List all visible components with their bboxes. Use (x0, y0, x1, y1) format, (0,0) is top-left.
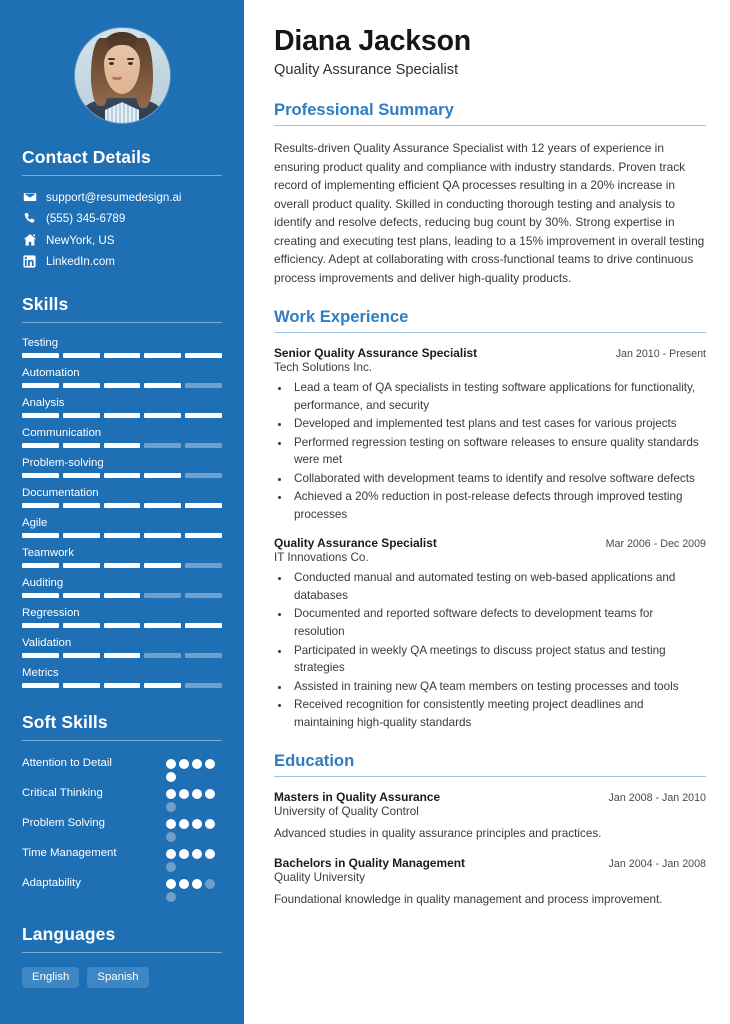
contact-value: NewYork, US (46, 233, 115, 247)
rating-dot (166, 759, 176, 769)
language-tag[interactable]: Spanish (87, 967, 148, 988)
divider (22, 175, 222, 176)
skill-bar-segment (104, 623, 141, 628)
skill-item (22, 487, 222, 508)
divider (274, 125, 706, 126)
divider (22, 952, 222, 953)
soft-skill-rating (166, 815, 222, 842)
skill-label: Documentation (22, 487, 99, 499)
list-item: • Assisted in training new QA team members on testing processes and tools (291, 678, 706, 696)
soft-skills-list (22, 755, 222, 902)
language-tag-list (22, 967, 222, 988)
entry-header (274, 790, 706, 804)
soft-skill-item (22, 845, 222, 872)
main-content (252, 0, 730, 1024)
education-list (274, 790, 706, 908)
skill-bar-segment (144, 683, 181, 688)
entry-header (274, 346, 706, 360)
degree-title: Bachelors in Quality Management (274, 855, 465, 870)
languages-heading: Languages (22, 924, 116, 944)
list-item: • Developed and implemented test plans and test cases for various projects (291, 415, 706, 433)
list-item: • Received recognition for consistently meeting project deadlines and maintaining high-quality standards (291, 696, 706, 731)
skill-bar-segment (185, 473, 222, 478)
skill-label: Automation (22, 367, 80, 379)
entry-organization: Tech Solutions Inc. (274, 360, 373, 374)
contact-value: LinkedIn.com (46, 255, 115, 268)
soft-skill-label: Time Management (22, 847, 117, 859)
divider (22, 322, 222, 323)
list-item: • Conducted manual and automated testing on web-based applications and databases (291, 569, 706, 604)
divider (274, 776, 706, 777)
list-item: • Documented and reported software defects to development teams for resolution (291, 605, 706, 640)
rating-dot (179, 789, 189, 799)
skill-item (22, 667, 222, 688)
contact-row[interactable] (22, 212, 222, 225)
skill-bar-segment (185, 413, 222, 418)
entry-bullet-list (291, 379, 706, 523)
language-tag[interactable]: English (22, 967, 79, 988)
rating-dot (205, 789, 215, 799)
skill-bar-segment (22, 593, 59, 598)
contact-row[interactable] (22, 190, 222, 204)
skill-bar-segment (22, 473, 59, 478)
skill-label: Auditing (22, 577, 64, 589)
soft-skill-rating (166, 785, 222, 812)
rating-dot (179, 759, 189, 769)
skill-item (22, 547, 222, 568)
skill-bar-segment (63, 683, 100, 688)
skill-level-bar (22, 623, 222, 628)
rating-dot (166, 802, 176, 812)
skill-bar-segment (63, 473, 100, 478)
rating-dot (166, 862, 176, 872)
skill-bar-segment (144, 623, 181, 628)
rating-dot (192, 759, 202, 769)
skill-item (22, 337, 222, 358)
skill-bar-segment (63, 383, 100, 388)
entry-header (274, 536, 706, 550)
skill-bar-segment (144, 443, 181, 448)
professional-summary-section (274, 100, 706, 287)
entry-date: Mar 2006 - Dec 2009 (605, 538, 706, 551)
contact-details-section (0, 147, 244, 268)
skill-bar-segment (104, 383, 141, 388)
languages-section (0, 924, 244, 988)
page-title: Diana Jackson (274, 25, 471, 57)
contact-value: (555) 345-6789 (46, 212, 126, 225)
divider (22, 740, 222, 741)
skill-bar-segment (22, 353, 59, 358)
skill-bar-segment (185, 653, 222, 658)
home-icon (22, 233, 37, 247)
skill-bar-segment (185, 503, 222, 508)
skill-item (22, 637, 222, 658)
skill-item (22, 397, 222, 418)
skill-bar-segment (22, 623, 59, 628)
skill-bar-segment (185, 623, 222, 628)
institution-name: Quality University (274, 870, 365, 884)
entry-role: Senior Quality Assurance Specialist (274, 345, 478, 360)
professional-summary-text: Results-driven Quality Assurance Specialist with 12 years of experience in ensuring product quality and compliance with industry standards. Proven track record of implementing efficient QA processes resulting in a 20% increase in overall product quality. Skilled in conducting thorough testing and analysis to identify and resolve defects, reducing bug count by 30%. Strong expertise in creating and executing test plans, leading to a 15% improvement in overall testing efficiency. Adept at collaborating with cross-functional teams to drive continuous process improvements and deliver high-quality products. (274, 141, 705, 285)
skill-item (22, 367, 222, 388)
divider (274, 332, 706, 333)
skill-level-bar (22, 443, 222, 448)
skill-bar-segment (22, 563, 59, 568)
skill-bar-segment (22, 653, 59, 658)
experience-entry (274, 346, 706, 523)
education-section (274, 751, 706, 908)
skill-bar-segment (104, 533, 141, 538)
entry-date: Jan 2008 - Jan 2010 (608, 792, 706, 805)
skill-bar-segment (63, 593, 100, 598)
degree-title: Masters in Quality Assurance (274, 790, 441, 805)
skill-label: Regression (22, 607, 80, 619)
column-gap (244, 0, 252, 1024)
skill-level-bar (22, 503, 222, 508)
skill-label: Agile (22, 517, 48, 529)
skill-level-bar (22, 563, 222, 568)
institution-name: University of Quality Control (274, 805, 419, 819)
entry-header (274, 856, 706, 870)
skills-list (22, 337, 222, 688)
phone-icon (22, 212, 37, 225)
rating-dot (205, 819, 215, 829)
list-item: • Achieved a 20% reduction in post-release defects through improved testing processes (291, 488, 706, 523)
entry-date: Jan 2010 - Present (615, 347, 706, 360)
professional-summary-heading: Professional Summary (274, 100, 454, 120)
skill-bar-segment (104, 413, 141, 418)
work-experience-section (274, 307, 706, 731)
sidebar (0, 0, 244, 1024)
skill-label: Teamwork (22, 547, 74, 559)
soft-skill-item (22, 875, 222, 902)
skill-bar-segment (22, 683, 59, 688)
rating-dot (179, 849, 189, 859)
skill-bar-segment (63, 563, 100, 568)
skill-label: Validation (22, 637, 72, 649)
soft-skill-item (22, 755, 222, 782)
skill-level-bar (22, 683, 222, 688)
skill-level-bar (22, 473, 222, 478)
skill-item (22, 457, 222, 478)
rating-dot (192, 849, 202, 859)
soft-skill-item (22, 785, 222, 812)
skill-bar-segment (185, 443, 222, 448)
skill-level-bar (22, 353, 222, 358)
skill-bar-segment (144, 353, 181, 358)
skill-bar-segment (63, 353, 100, 358)
skill-bar-segment (63, 533, 100, 538)
soft-skill-rating (166, 875, 222, 902)
skill-bar-segment (185, 683, 222, 688)
skill-level-bar (22, 653, 222, 658)
skill-bar-segment (22, 443, 59, 448)
skill-bar-segment (144, 383, 181, 388)
rating-dot (179, 819, 189, 829)
education-entry (274, 790, 706, 843)
envelope-icon (22, 190, 37, 204)
skill-bar-segment (144, 473, 181, 478)
soft-skill-rating (166, 845, 222, 872)
skill-item (22, 427, 222, 448)
contact-row[interactable] (22, 233, 222, 247)
list-item: • Participated in weekly QA meetings to discuss project status and testing strategies (291, 642, 706, 677)
rating-dot (166, 789, 176, 799)
skill-bar-segment (63, 443, 100, 448)
skill-bar-segment (144, 593, 181, 598)
rating-dot (166, 892, 176, 902)
soft-skill-label: Problem Solving (22, 817, 105, 829)
skill-label: Communication (22, 427, 102, 439)
skills-heading: Skills (22, 294, 69, 314)
skill-bar-segment (185, 593, 222, 598)
rating-dot (166, 819, 176, 829)
rating-dot (192, 879, 202, 889)
skill-bar-segment (104, 683, 141, 688)
experience-entry (274, 536, 706, 731)
skill-bar-segment (22, 383, 59, 388)
skill-bar-segment (63, 653, 100, 658)
skill-bar-segment (185, 383, 222, 388)
skill-bar-segment (63, 413, 100, 418)
skill-bar-segment (144, 533, 181, 538)
contact-value: support@resumedesign.ai (46, 190, 182, 204)
work-experience-list (274, 346, 706, 731)
avatar-mouth (112, 77, 122, 80)
skill-label: Problem-solving (22, 457, 104, 469)
rating-dot (166, 879, 176, 889)
skill-bar-segment (144, 563, 181, 568)
list-item: • Collaborated with development teams to identify and resolve software defects (291, 470, 706, 488)
skill-bar-segment (104, 443, 141, 448)
soft-skills-heading: Soft Skills (22, 712, 108, 732)
rating-dot (192, 819, 202, 829)
rating-dot (166, 832, 176, 842)
entry-organization: IT Innovations Co. (274, 551, 369, 565)
soft-skill-label: Adaptability (22, 877, 81, 889)
avatar-wrap (0, 0, 244, 147)
entry-description: Advanced studies in quality assurance principles and practices. (274, 827, 602, 841)
skill-item (22, 577, 222, 598)
skill-level-bar (22, 593, 222, 598)
rating-dot (166, 849, 176, 859)
entry-description: Foundational knowledge in quality management and process improvement. (274, 892, 663, 906)
avatar (75, 28, 170, 123)
skill-level-bar (22, 413, 222, 418)
skill-bar-segment (104, 563, 141, 568)
skill-bar-segment (104, 503, 141, 508)
rating-dot (205, 849, 215, 859)
skill-bar-segment (104, 353, 141, 358)
work-experience-heading: Work Experience (274, 306, 409, 326)
skill-bar-segment (185, 563, 222, 568)
skill-level-bar (22, 533, 222, 538)
entry-bullet-list (291, 569, 706, 731)
entry-role: Quality Assurance Specialist (274, 536, 437, 551)
skill-level-bar (22, 383, 222, 388)
education-entry (274, 856, 706, 909)
rating-dot (192, 789, 202, 799)
rating-dot (205, 759, 215, 769)
skill-label: Metrics (22, 667, 59, 679)
skill-bar-segment (22, 503, 59, 508)
skill-item (22, 607, 222, 628)
skill-bar-segment (185, 533, 222, 538)
contact-details-heading: Contact Details (22, 147, 151, 167)
skill-label: Analysis (22, 397, 65, 409)
list-item: • Lead a team of QA specialists in testing software applications for functionality, performance, and security (291, 379, 706, 414)
soft-skills-section (0, 712, 244, 902)
contact-list (22, 190, 222, 268)
skill-bar-segment (63, 503, 100, 508)
skill-bar-segment (144, 503, 181, 508)
soft-skill-rating (166, 755, 222, 782)
skill-bar-segment (104, 653, 141, 658)
job-title: Quality Assurance Specialist (274, 62, 459, 79)
rating-dot (179, 879, 189, 889)
linkedin-icon (22, 255, 37, 268)
list-item: • Performed regression testing on software releases to ensure quality standards were met (291, 434, 706, 469)
soft-skill-label: Critical Thinking (22, 787, 103, 799)
skill-bar-segment (63, 623, 100, 628)
education-heading: Education (274, 751, 355, 771)
skill-bar-segment (104, 473, 141, 478)
rating-dot (205, 879, 215, 889)
skill-bar-segment (104, 593, 141, 598)
contact-row[interactable] (22, 255, 222, 268)
skill-bar-segment (185, 353, 222, 358)
skill-bar-segment (22, 413, 59, 418)
skill-bar-segment (22, 533, 59, 538)
rating-dot (166, 772, 176, 782)
soft-skill-label: Attention to Detail (22, 757, 112, 769)
skills-section (0, 294, 244, 688)
skill-bar-segment (144, 653, 181, 658)
skill-label: Testing (22, 337, 59, 349)
skill-bar-segment (144, 413, 181, 418)
soft-skill-item (22, 815, 222, 842)
skill-item (22, 517, 222, 538)
entry-date: Jan 2004 - Jan 2008 (608, 857, 706, 870)
